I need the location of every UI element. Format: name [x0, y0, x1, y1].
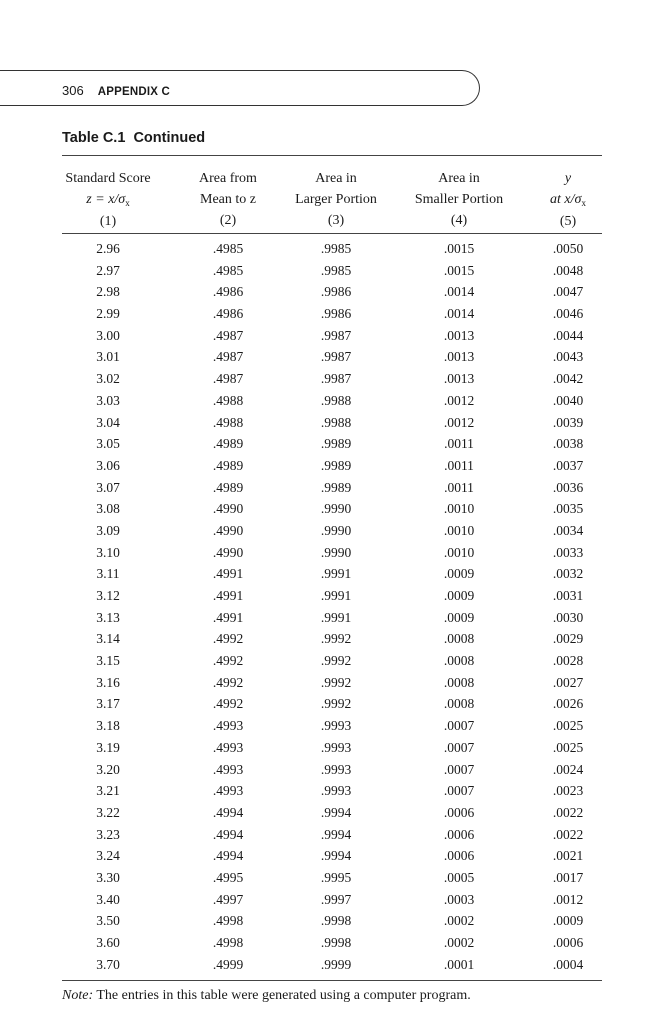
table-row: [62, 867, 602, 889]
cell-y-ordinate: .0025: [552, 739, 584, 755]
cell-y-ordinate: .0031: [552, 588, 584, 603]
table-row: [62, 520, 602, 542]
cell-area-smaller: .0011: [444, 479, 474, 495]
table-row: [62, 910, 602, 932]
cell-area-larger: .9987: [320, 327, 352, 343]
cell-area-larger: .9992: [320, 653, 352, 669]
cell-y-ordinate: .0026: [552, 696, 584, 712]
cell-y-ordinate: .0040: [552, 392, 584, 408]
cell-area-mean-to-z: .4986: [212, 284, 244, 300]
cell-area-mean-to-z: .4991: [212, 609, 244, 625]
cell-area-mean-to-z: .4998: [212, 913, 244, 929]
cell-y-ordinate: .0038: [552, 436, 584, 452]
table-row: [62, 433, 602, 455]
cell-area-larger: .9997: [320, 891, 352, 907]
cell-z-score: 3.04: [96, 414, 120, 430]
table-row: [62, 412, 602, 434]
cell-y-ordinate: .0006: [552, 935, 584, 950]
table-row: [62, 325, 602, 347]
cell-area-smaller: .0013: [443, 371, 475, 387]
cell-y-ordinate: .0021: [552, 848, 584, 864]
table-top-rule: [62, 155, 602, 156]
cell-area-smaller: .0008: [443, 631, 475, 647]
cell-y-ordinate: .0044: [552, 327, 584, 343]
cell-z-score: 3.13: [96, 609, 120, 625]
table-row: [62, 260, 602, 282]
table-body: [62, 238, 602, 975]
cell-z-score: 3.24: [96, 848, 120, 864]
cell-area-larger: .9990: [320, 501, 352, 517]
cell-z-score: 3.17: [96, 696, 120, 712]
cell-area-larger: .9994: [320, 826, 352, 842]
cell-area-smaller: .0010: [443, 544, 475, 560]
cell-area-smaller: .0010: [443, 522, 475, 538]
cell-y-ordinate: .0004: [552, 956, 584, 972]
cell-z-score: 3.19: [96, 739, 120, 755]
cell-area-mean-to-z: .4986: [212, 306, 244, 322]
cell-area-mean-to-z: .4985: [212, 241, 244, 256]
table-row: [62, 737, 602, 759]
cell-z-score: 3.30: [96, 869, 120, 885]
table-row: [62, 542, 602, 564]
table-row: [62, 954, 602, 976]
cell-area-mean-to-z: .4999: [212, 956, 244, 972]
cell-z-score: 3.01: [96, 349, 120, 365]
table-row: [62, 238, 602, 260]
cell-area-mean-to-z: .4993: [212, 739, 244, 755]
column-header-line1: y: [564, 171, 572, 186]
page-number: 306: [62, 83, 84, 98]
cell-area-smaller: .0009: [443, 609, 475, 625]
column-header-line2: Mean to z: [200, 192, 256, 207]
cell-area-mean-to-z: .4998: [212, 935, 244, 950]
cell-area-larger: .9993: [320, 783, 352, 799]
cell-y-ordinate: .0009: [552, 913, 584, 929]
table-row: [62, 824, 602, 846]
column-header-line2: Smaller Portion: [414, 192, 504, 207]
cell-area-smaller: .0002: [443, 935, 475, 950]
table-row: [62, 780, 602, 802]
cell-area-larger: .9991: [320, 609, 352, 625]
cell-z-score: 3.08: [96, 501, 120, 517]
cell-y-ordinate: .0037: [552, 457, 584, 473]
column-header-area-larger: [290, 168, 382, 231]
cell-area-larger: .9998: [320, 935, 352, 950]
cell-y-ordinate: .0048: [552, 262, 584, 278]
cell-area-mean-to-z: .4995: [212, 869, 244, 885]
column-header-line2: Larger Portion: [295, 192, 377, 207]
cell-y-ordinate: .0030: [552, 609, 584, 625]
cell-z-score: 3.14: [96, 631, 120, 647]
column-header-area-from-mean: [182, 168, 274, 231]
cell-y-ordinate: .0047: [552, 284, 584, 300]
cell-area-smaller: .0005: [443, 869, 475, 885]
table-title: Table C.1 Continued: [62, 130, 206, 146]
cell-z-score: 3.50: [96, 913, 120, 929]
table-row: [62, 477, 602, 499]
column-number: (1): [99, 214, 117, 229]
cell-z-score: 3.60: [96, 935, 120, 950]
cell-y-ordinate: .0050: [552, 241, 584, 256]
cell-area-smaller: .0009: [443, 566, 475, 582]
cell-area-mean-to-z: .4991: [212, 588, 244, 603]
table-note: [62, 988, 471, 1004]
cell-area-smaller: .0002: [443, 913, 475, 929]
cell-z-score: 3.12: [96, 588, 120, 603]
column-header-area-smaller: [410, 168, 508, 231]
cell-y-ordinate: .0032: [552, 566, 584, 582]
column-header-standard-score: [62, 168, 154, 232]
cell-y-ordinate: .0033: [552, 544, 584, 560]
table-bottom-rule: [62, 980, 602, 981]
cell-area-mean-to-z: .4994: [212, 848, 244, 864]
cell-area-smaller: .0009: [443, 588, 475, 603]
cell-area-smaller: .0006: [443, 848, 475, 864]
cell-area-larger: .9992: [320, 631, 352, 647]
cell-area-smaller: .0013: [443, 349, 475, 365]
cell-area-larger: .9989: [320, 479, 352, 495]
cell-area-mean-to-z: .4992: [212, 696, 244, 712]
cell-area-mean-to-z: .4987: [212, 327, 244, 343]
cell-area-larger: .9993: [320, 718, 352, 734]
cell-area-smaller: .0015: [443, 262, 475, 278]
table-row: [62, 672, 602, 694]
cell-area-larger: .9992: [320, 674, 352, 690]
table-row: [62, 455, 602, 477]
cell-area-larger: .9994: [320, 848, 352, 864]
cell-area-smaller: .0014: [443, 284, 475, 300]
table-row: [62, 802, 602, 824]
cell-area-larger: .9986: [320, 306, 352, 322]
cell-z-score: 3.15: [96, 653, 120, 669]
cell-y-ordinate: .0022: [552, 804, 584, 820]
cell-y-ordinate: .0029: [552, 631, 584, 647]
table-row: [62, 932, 602, 954]
column-number: (3): [327, 213, 345, 228]
cell-area-mean-to-z: .4989: [212, 457, 244, 473]
cell-area-mean-to-z: .4997: [212, 891, 244, 907]
table-row: [62, 628, 602, 650]
cell-area-larger: .9987: [320, 371, 352, 387]
cell-z-score: 3.02: [96, 371, 120, 387]
cell-area-smaller: .0012: [443, 414, 475, 430]
table-row: [62, 368, 602, 390]
cell-z-score: 3.40: [96, 891, 120, 907]
cell-area-mean-to-z: .4989: [212, 479, 244, 495]
cell-area-larger: .9994: [320, 804, 352, 820]
table-row: [62, 889, 602, 911]
table-row: [62, 281, 602, 303]
cell-z-score: 3.03: [96, 392, 120, 408]
cell-y-ordinate: .0025: [552, 718, 584, 734]
cell-area-smaller: .0003: [443, 891, 475, 907]
column-number: (4): [450, 213, 468, 228]
cell-z-score: 3.10: [96, 544, 120, 560]
running-header: [62, 83, 170, 98]
cell-z-score: 3.09: [96, 522, 120, 538]
column-header-line1: Standard Score: [65, 171, 151, 186]
table-row: [62, 303, 602, 325]
cell-area-smaller: .0014: [443, 306, 475, 322]
cell-area-larger: .9993: [320, 739, 352, 755]
header-bottom-rule: [62, 233, 602, 234]
cell-area-larger: .9999: [320, 956, 352, 972]
cell-area-mean-to-z: .4988: [212, 392, 244, 408]
cell-area-smaller: .0013: [443, 327, 475, 343]
cell-area-smaller: .0001: [443, 956, 475, 972]
column-header-line1: Area from: [199, 171, 257, 186]
cell-area-larger: .9992: [320, 696, 352, 712]
cell-area-smaller: .0011: [444, 457, 474, 473]
table-row: [62, 650, 602, 672]
cell-y-ordinate: .0022: [552, 826, 584, 842]
cell-y-ordinate: .0012: [552, 891, 584, 907]
column-number: (5): [559, 214, 577, 229]
cell-area-smaller: .0007: [443, 761, 475, 777]
cell-y-ordinate: .0027: [552, 674, 584, 690]
cell-area-larger: .9988: [320, 414, 352, 430]
cell-z-score: 3.20: [96, 761, 120, 777]
cell-area-smaller: .0011: [444, 436, 474, 452]
cell-y-ordinate: .0028: [552, 653, 584, 669]
cell-area-mean-to-z: .4993: [212, 761, 244, 777]
table-row: [62, 346, 602, 368]
cell-area-smaller: .0006: [443, 804, 475, 820]
cell-area-smaller: .0012: [443, 392, 475, 408]
cell-area-smaller: .0007: [443, 783, 475, 799]
cell-z-score: 3.06: [96, 457, 120, 473]
cell-z-score: 2.97: [96, 262, 120, 278]
cell-z-score: 3.22: [96, 804, 120, 820]
cell-area-smaller: .0008: [443, 696, 475, 712]
table-row: [62, 759, 602, 781]
cell-z-score: 2.98: [96, 284, 120, 300]
cell-area-mean-to-z: .4993: [212, 783, 244, 799]
cell-area-mean-to-z: .4994: [212, 804, 244, 820]
cell-area-mean-to-z: .4990: [212, 544, 244, 560]
cell-z-score: 3.05: [96, 436, 120, 452]
cell-area-larger: .9987: [320, 349, 352, 365]
cell-z-score: 3.70: [96, 956, 120, 972]
cell-z-score: 3.16: [96, 674, 120, 690]
cell-area-mean-to-z: .4991: [212, 566, 244, 582]
cell-area-larger: .9989: [320, 457, 352, 473]
cell-y-ordinate: .0024: [552, 761, 584, 777]
cell-area-mean-to-z: .4993: [212, 718, 244, 734]
column-header-line2: at $x/\sigma_x$: [550, 192, 586, 208]
cell-y-ordinate: .0036: [552, 479, 584, 495]
column-header-line2: $z = x/\sigma_x$: [86, 192, 130, 208]
cell-area-smaller: .0008: [443, 674, 475, 690]
cell-area-larger: .9993: [320, 761, 352, 777]
cell-area-larger: .9991: [320, 566, 352, 582]
table-row: [62, 390, 602, 412]
cell-area-larger: .9990: [320, 544, 352, 560]
cell-area-mean-to-z: .4990: [212, 522, 244, 538]
table-row: [62, 715, 602, 737]
cell-z-score: 2.96: [96, 241, 120, 256]
cell-area-larger: .9995: [320, 869, 352, 885]
cell-area-larger: .9985: [320, 262, 352, 278]
cell-area-mean-to-z: .4990: [212, 501, 244, 517]
cell-area-smaller: .0006: [443, 826, 475, 842]
cell-area-larger: .9989: [320, 436, 352, 452]
cell-area-smaller: .0015: [443, 241, 475, 256]
cell-area-larger: .9998: [320, 913, 352, 929]
cell-area-smaller: .0008: [443, 653, 475, 669]
cell-z-score: 2.99: [96, 306, 120, 322]
cell-area-smaller: .0007: [443, 718, 475, 734]
cell-y-ordinate: .0039: [552, 414, 584, 430]
column-header-line1: Area in: [315, 171, 357, 186]
cell-area-mean-to-z: .4985: [212, 262, 244, 278]
cell-z-score: 3.18: [96, 718, 120, 734]
cell-area-larger: .9991: [320, 588, 352, 603]
cell-area-mean-to-z: .4994: [212, 826, 244, 842]
table-row: [62, 693, 602, 715]
table-row: [62, 845, 602, 867]
cell-y-ordinate: .0043: [552, 349, 584, 365]
cell-area-mean-to-z: .4992: [212, 674, 244, 690]
table-row: [62, 607, 602, 629]
cell-area-larger: .9985: [320, 241, 352, 256]
cell-area-larger: .9990: [320, 522, 352, 538]
cell-area-larger: .9986: [320, 284, 352, 300]
cell-z-score: 3.23: [96, 826, 120, 842]
table-row: [62, 498, 602, 520]
cell-area-mean-to-z: .4987: [212, 371, 244, 387]
cell-area-mean-to-z: .4987: [212, 349, 244, 365]
cell-z-score: 3.11: [96, 566, 120, 582]
cell-area-smaller: .0010: [443, 501, 475, 517]
cell-area-smaller: .0007: [443, 739, 475, 755]
cell-z-score: 3.00: [96, 327, 120, 343]
table-row: [62, 585, 602, 607]
section-label: APPENDIX C: [97, 86, 170, 98]
note-label: Note:: [62, 988, 94, 1003]
cell-area-mean-to-z: .4992: [212, 631, 244, 647]
table-row: [62, 563, 602, 585]
column-header-y-ordinate: [536, 168, 600, 232]
column-header-line1: Area in: [438, 171, 480, 186]
cell-y-ordinate: .0035: [552, 501, 584, 517]
cell-y-ordinate: .0046: [552, 306, 584, 322]
cell-z-score: 3.21: [96, 783, 120, 799]
cell-y-ordinate: .0034: [552, 522, 584, 538]
cell-area-larger: .9988: [320, 392, 352, 408]
cell-y-ordinate: .0042: [552, 371, 584, 387]
cell-z-score: 3.07: [96, 479, 120, 495]
cell-area-mean-to-z: .4989: [212, 436, 244, 452]
note-text: The entries in this table were generated using a computer program.: [93, 988, 471, 1003]
cell-area-mean-to-z: .4992: [212, 653, 244, 669]
cell-y-ordinate: .0023: [552, 783, 584, 799]
cell-y-ordinate: .0017: [552, 869, 584, 885]
column-number: (2): [219, 213, 237, 228]
cell-area-mean-to-z: .4988: [212, 414, 244, 430]
